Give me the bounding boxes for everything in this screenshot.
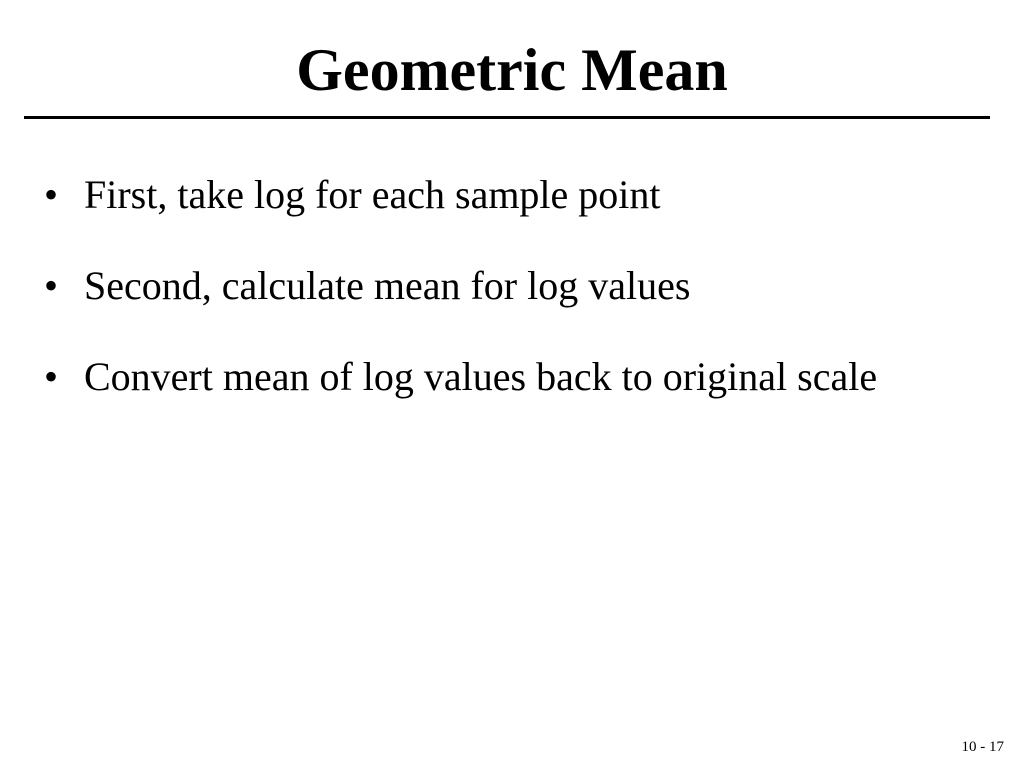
page-number: 10 - 17 bbox=[961, 739, 1004, 755]
bullet-item bbox=[44, 263, 924, 309]
bullet-item bbox=[44, 172, 924, 218]
bullet-item bbox=[44, 354, 924, 400]
bullet-text: First, take log for each sample point bbox=[84, 172, 661, 217]
bullet-list bbox=[44, 172, 924, 445]
slide-title: Geometric Mean bbox=[296, 37, 728, 103]
bullet-dot-icon: • bbox=[44, 263, 59, 308]
bullet-text: Convert mean of log values back to original scale bbox=[84, 354, 878, 399]
bullet-dot-icon: • bbox=[44, 172, 59, 217]
title-divider bbox=[24, 116, 990, 119]
bullet-text: Second, calculate mean for log values bbox=[84, 263, 691, 308]
bullet-dot-icon: • bbox=[44, 354, 59, 399]
